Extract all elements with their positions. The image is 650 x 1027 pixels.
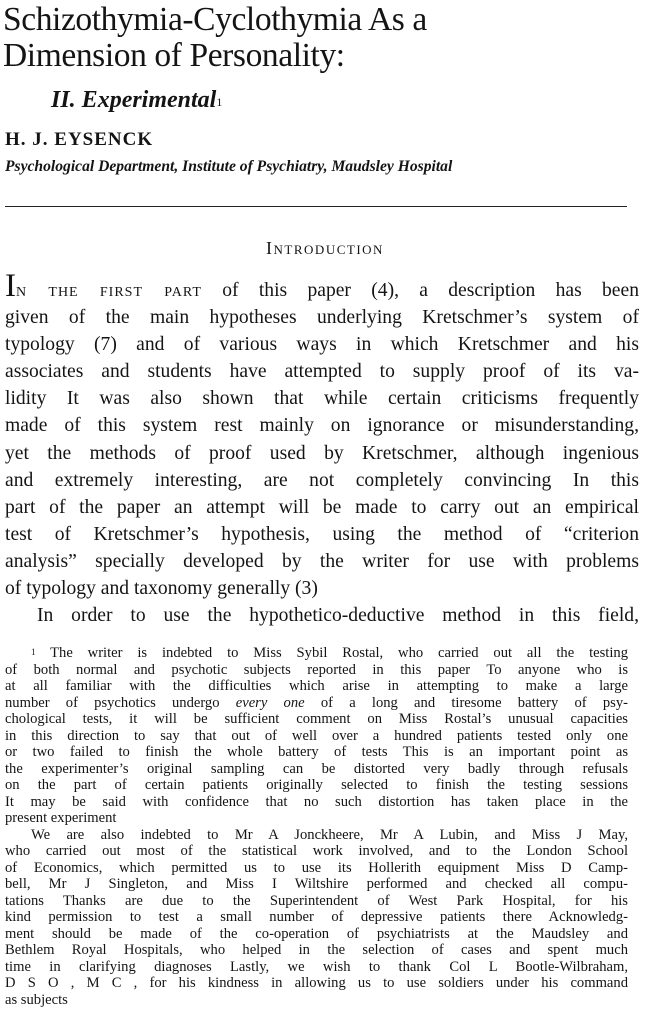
lead-small-caps: n the first part — [16, 280, 202, 301]
footnote-line: present experiment — [5, 810, 117, 826]
footnote-line-text: number of psychotics undergo — [5, 694, 236, 711]
body-line-text: of this paper (4), a description has been — [201, 280, 639, 301]
footnote-line: at all familiar with the difficulties which arise in attempting to make a large — [5, 678, 628, 694]
header-divider — [5, 206, 627, 207]
title-line-1: Schizothymia-Cyclothymia As a — [3, 1, 427, 38]
footnote-block — [5, 645, 650, 1008]
footnote-line-text: of a long and tiresome battery of psy- — [320, 694, 629, 711]
footnote-line: tations Thanks are due to the Superintendent of West Park Hospital, for his — [5, 892, 628, 909]
body-line: test of Kretschmer’s hypothesis, using the method of “criterion — [5, 523, 639, 545]
footnote-line: of both normal and psychotic subjects reported in this paper To anyone who is — [5, 661, 628, 678]
footnote-line: the experimenter’s original sampling can be distorted very badly through refusals — [5, 760, 628, 777]
body-line: and extremely interesting, are not completely convincing In this — [5, 469, 639, 491]
footnote-line: ment should be made of the co-operation of psychiatrists at the Maudsley and — [5, 925, 628, 942]
body-line: made of this system rest mainly on ignorance or misunderstanding, — [5, 415, 639, 437]
footnote-line: on the part of certain patients originally selected to finish the testing sessions — [5, 777, 628, 793]
body-line: typology (7) and of various ways in which Kretschmer and his — [5, 334, 639, 356]
footnote-emphasis: every one — [235, 694, 305, 711]
body-line: part of the paper an attempt will be made to carry out an empirical — [5, 496, 639, 518]
body-line: lidity It was also shown that while certain criticisms frequently — [5, 388, 639, 410]
subtitle-footnote-mark: 1 — [216, 95, 223, 109]
body-paragraphs — [5, 268, 639, 629]
footnote-line: time in clarifying diagnoses Lastly, we wish to thank Col L Bootle-Wilbraham, — [5, 958, 628, 975]
footnote-line: in this direction to say that out of well over a hundred patients tested only one — [5, 727, 628, 744]
article-title — [3, 2, 643, 74]
body-line: analysis” specially developed by the writer for use with problems — [5, 550, 639, 572]
footnote-line: who carried out most of the statistical work involved, and to the London School — [5, 843, 628, 859]
footnote-line: chological tests, it will be sufficient comment on Miss Rostal’s unusual capacities — [5, 711, 628, 727]
footnote-mark: 1 — [31, 647, 36, 657]
body-line: yet the methods of proof used by Kretschmer, although ingenious — [5, 442, 639, 464]
footnote-line: bell, Mr J Singleton, and Miss I Wiltshire performed and checked all compu- — [5, 876, 628, 892]
footnote-line: We are also indebted to Mr A Jonckheere, Mr A Lubin, and Miss J May, — [31, 826, 628, 843]
body-line: given of the main hypotheses underlying Kretschmer’s system of — [5, 307, 639, 329]
author-name: H. J. EYSENCK — [5, 129, 154, 150]
body-line: associates and students have attempted to supply proof of its va- — [5, 361, 639, 383]
footnote-line: Bethlem Royal Hospitals, who helped in the selection of cases and spent much — [5, 942, 628, 958]
footnote-line: kind permission to test a small number of depressive patients there Acknowledg- — [5, 909, 628, 925]
footnote-line: as subjects — [5, 991, 68, 1008]
footnote-line — [5, 695, 650, 712]
footnote-line: D S O , M C , for his kindness in allowing us to use soldiers under his command — [5, 975, 628, 991]
footnote-line: of Economics, which permitted us to use its Hollerith equipment Miss D Camp- — [5, 859, 628, 876]
footnote-line: It may be said with confidence that no such distortion has taken place in the — [5, 793, 628, 810]
body-line: of typology and taxonomy generally (3) — [5, 578, 318, 600]
footnote-line-text: The writer is indebted to Miss Sybil Rostal, who carried out all the testing — [35, 645, 628, 661]
title-line-2: Dimension of Personality: — [3, 37, 345, 74]
footnote-line — [5, 645, 650, 662]
section-heading: Introduction — [266, 238, 384, 258]
article-subtitle — [51, 86, 222, 114]
subtitle-text: II. Experimental — [51, 87, 217, 113]
footnote-line: or two failed to finish the whole battery of tests This is an important point as — [5, 744, 628, 760]
drop-cap: I — [5, 268, 16, 304]
body-line: In order to use the hypothetico-deductive method in this field, — [37, 605, 639, 627]
author-affiliation: Psychological Department, Institute of Psychiatry, Maudsley Hospital — [5, 158, 453, 175]
body-line — [5, 268, 639, 304]
